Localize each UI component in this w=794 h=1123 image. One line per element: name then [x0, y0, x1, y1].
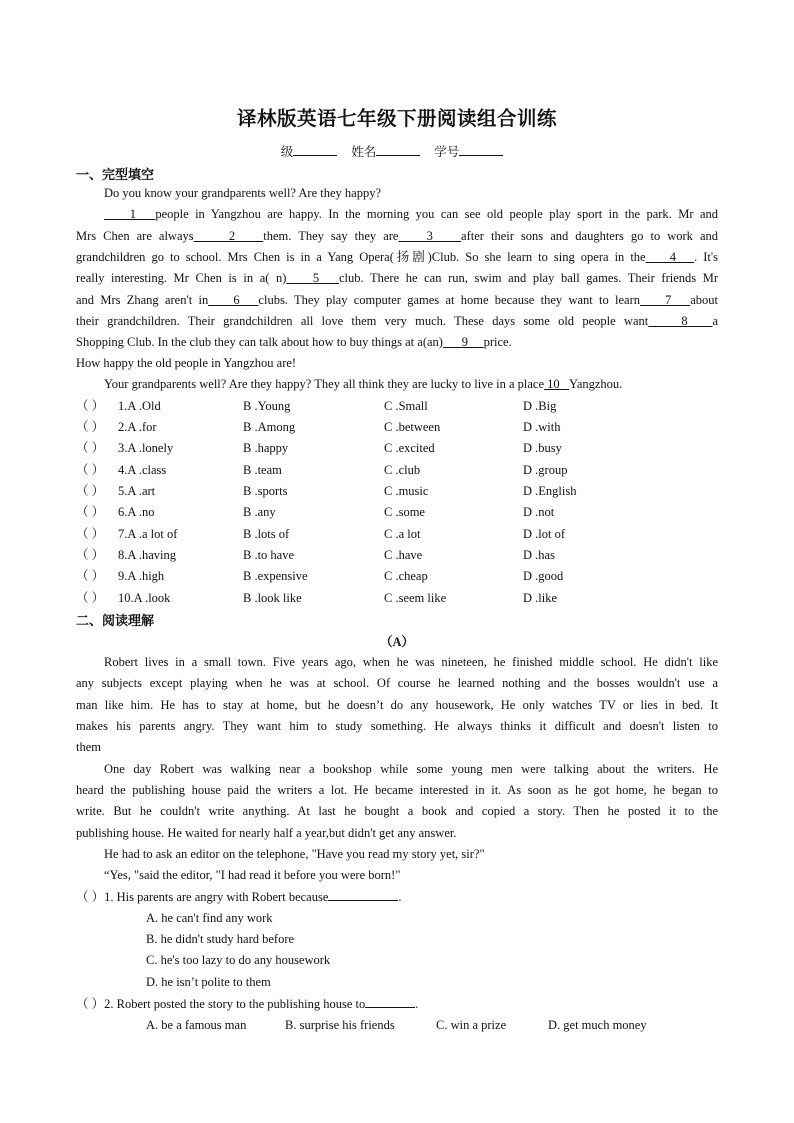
option-a[interactable]: 1.A .Old: [118, 399, 161, 413]
passage-p2-line-3: write. But he couldn't write anything. At last he bought a book and copied a story. Then he posted it to the: [76, 804, 718, 818]
cloze-blank-1: 1: [129, 207, 136, 221]
answer-paren[interactable]: （ ）: [76, 484, 105, 498]
cloze-blank-8: 8: [681, 314, 688, 328]
option-d[interactable]: D .busy: [523, 441, 562, 455]
option-d[interactable]: D .Big: [523, 399, 557, 413]
cloze-blank-9: 9: [461, 335, 468, 349]
passage-p2-line-2: heard the publishing house paid the writers a lot. He became interested in it. As soon as he got home, he began to: [76, 783, 718, 797]
option-d[interactable]: D .group: [523, 463, 568, 477]
passage-p1-line-2: any subjects except playing when he was at school. Of course he learned nothing and the bosses wouldn't use a: [76, 676, 718, 690]
cloze-blank-4: 4: [669, 250, 676, 264]
passage-label: （A）: [379, 635, 415, 649]
cloze-intro: Do you know your grandparents well? Are they happy?: [104, 186, 382, 200]
option-b[interactable]: B .Young: [243, 399, 291, 413]
option-a[interactable]: 2.A .for: [118, 420, 157, 434]
option-c[interactable]: C .have: [384, 548, 423, 562]
option-c[interactable]: C .music: [384, 484, 429, 498]
option-row-6: [76, 504, 718, 520]
section-heading-reading: 二、阅读理解: [76, 614, 155, 629]
passage-p2-line-1: One day Robert was walking near a bookshop while some young men were talking about the writers. He: [104, 762, 718, 776]
cloze-line-3: grandchildren go to school. Mrs Chen is in a Yang Opera(扬剧)Club. So she learn to sing opera in the 4 . It's: [76, 250, 718, 264]
option-a[interactable]: 9.A .high: [118, 569, 165, 583]
option-row-7: [76, 526, 718, 542]
option-c[interactable]: C .between: [384, 420, 441, 434]
cloze-blank-10: 10: [547, 377, 560, 391]
option-b[interactable]: B .lots of: [243, 527, 290, 541]
option-d[interactable]: D .lot of: [523, 527, 566, 541]
question-2-choice-c[interactable]: C. win a prize: [436, 1018, 507, 1032]
passage-p1-line-3: man like him. He has to stay at home, but he doesn’t do any housework, He only watches TV or lies in bed. It: [76, 698, 718, 712]
option-b[interactable]: B .expensive: [243, 569, 308, 583]
option-row-2: [76, 419, 718, 435]
option-c[interactable]: C .some: [384, 505, 425, 519]
option-row-3: [76, 440, 718, 456]
option-c[interactable]: C .club: [384, 463, 421, 477]
option-a[interactable]: 10.A .look: [118, 591, 171, 605]
number-label: 学号: [434, 144, 460, 159]
cloze-blank-3: 3: [426, 229, 433, 243]
question-1-blank: [328, 888, 398, 901]
option-b[interactable]: B .to have: [243, 548, 295, 562]
question-2-choice-a[interactable]: A. be a famous man: [146, 1018, 247, 1032]
option-row-1: [76, 398, 718, 414]
question-1-choice-a[interactable]: A. he can't find any work: [146, 911, 273, 925]
option-d[interactable]: D .like: [523, 591, 558, 605]
passage-p4: “Yes, "said the editor, "I had read it before you were born!": [104, 868, 401, 882]
option-c[interactable]: C .excited: [384, 441, 435, 455]
grade-label: 级: [280, 144, 294, 159]
question-1-choice-d[interactable]: D. he isn’t polite to them: [146, 975, 271, 989]
option-c[interactable]: C .seem like: [384, 591, 447, 605]
cloze-blank-6: 6: [233, 293, 240, 307]
option-row-10: [76, 590, 718, 606]
option-d[interactable]: D .with: [523, 420, 561, 434]
cloze-blank-5: 5: [312, 271, 320, 285]
option-row-4: [76, 462, 718, 478]
answer-paren[interactable]: （ ）: [76, 997, 105, 1011]
name-label: 姓名: [351, 144, 377, 159]
grade-blank[interactable]: [293, 143, 337, 156]
option-a[interactable]: 4.A .class: [118, 463, 167, 477]
question-2-blank: [365, 995, 415, 1008]
answer-paren[interactable]: （ ）: [76, 527, 105, 541]
name-blank[interactable]: [376, 143, 420, 156]
answer-paren[interactable]: （ ）: [76, 591, 105, 605]
option-b[interactable]: B .happy: [243, 441, 289, 455]
option-c[interactable]: C .a lot: [384, 527, 421, 541]
answer-paren[interactable]: （ ）: [76, 441, 105, 455]
option-a[interactable]: 6.A .no: [118, 505, 155, 519]
passage-p3: He had to ask an editor on the telephone, "Have you read my story yet, sir?": [104, 847, 485, 861]
option-c[interactable]: C .Small: [384, 399, 428, 413]
student-info-line: [76, 142, 718, 160]
cloze-line-7: Shopping Club. In the club they can talk about how to buy things at a(an) 9 price.: [76, 335, 512, 349]
option-c[interactable]: C .cheap: [384, 569, 428, 583]
option-d[interactable]: D .English: [523, 484, 577, 498]
option-d[interactable]: D .good: [523, 569, 564, 583]
option-a[interactable]: 5.A .art: [118, 484, 156, 498]
option-row-8: [76, 547, 718, 563]
cloze-blank-7: 7: [665, 293, 672, 307]
question-2-choice-d[interactable]: D. get much money: [548, 1018, 647, 1032]
cloze-outro-2: Your grandparents well? Are they happy? They all think they are lucky to live in a place 10 Yangzhou.: [104, 377, 623, 391]
passage-p1-line-5: them: [76, 740, 101, 754]
question-1-choice-c[interactable]: C. he's too lazy to do any housework: [146, 953, 331, 967]
question-1-choice-b[interactable]: B. he didn't study hard before: [146, 932, 295, 946]
answer-paren[interactable]: （ ）: [76, 420, 105, 434]
passage-p2-line-4: publishing house. He waited for nearly half a year,but didn't get any answer.: [76, 826, 457, 840]
option-d[interactable]: D .has: [523, 548, 555, 562]
option-b[interactable]: B .sports: [243, 484, 288, 498]
option-a[interactable]: 3.A .lonely: [118, 441, 174, 455]
cloze-line-4: really interesting. Mr Chen is in a( n) 5 club. There he can run, swim and play ball games. Their friends Mr: [76, 271, 719, 285]
answer-paren[interactable]: （ ）: [76, 463, 105, 477]
page-title: 译林版英语七年级下册阅读组合训练: [236, 107, 557, 130]
section-heading-cloze: 一、完型填空: [76, 168, 155, 183]
option-row-9: [76, 568, 718, 584]
answer-paren[interactable]: （ ）: [76, 505, 105, 519]
cloze-line-2: Mrs Chen are always 2 them. They say they are 3 after their sons and daughters go to work and: [76, 229, 719, 243]
option-b[interactable]: B .any: [243, 505, 276, 519]
passage-p1-line-1: Robert lives in a small town. Five years ago, when he was nineteen, he finished middle school. He didn't like: [104, 655, 718, 669]
answer-paren[interactable]: （ ）: [76, 890, 105, 904]
answer-paren[interactable]: （ ）: [76, 569, 105, 583]
option-a[interactable]: 8.A .having: [118, 548, 176, 562]
option-d[interactable]: D .not: [523, 505, 555, 519]
cloze-blank-2: 2: [228, 229, 236, 243]
passage-p1-line-4: makes his parents angry. They want him to study something. He always thinks it difficult and doesn't listen to: [76, 719, 718, 733]
cloze-line-6: their grandchildren. Their grandchildren all love them very much. These days some old people want 8 a: [76, 314, 719, 328]
cloze-outro-1: How happy the old people in Yangzhou are!: [76, 356, 297, 370]
option-row-5: [76, 483, 718, 499]
option-a[interactable]: 7.A .a lot of: [118, 527, 178, 541]
number-blank[interactable]: [459, 143, 503, 156]
question-2-choice-b[interactable]: B. surprise his friends: [285, 1018, 395, 1032]
cloze-line-1: 1 people in Yangzhou are happy. In the morning you can see old people play sport in the park. Mr and: [76, 206, 718, 222]
option-b[interactable]: B .team: [243, 463, 282, 477]
cloze-line-5: and Mrs Zhang aren't in 6 clubs. They play computer games at home because they want to learn 7 about: [76, 293, 719, 307]
option-b[interactable]: B .Among: [243, 420, 296, 434]
question-2-stem: （ ）2. Robert posted the story to the publishing house to .: [76, 997, 419, 1011]
question-1-stem: （ ）1. His parents are angry with Robert because .: [76, 890, 402, 904]
answer-paren[interactable]: （ ）: [76, 548, 105, 562]
option-b[interactable]: B .look like: [243, 591, 302, 605]
answer-paren[interactable]: （ ）: [76, 399, 105, 413]
